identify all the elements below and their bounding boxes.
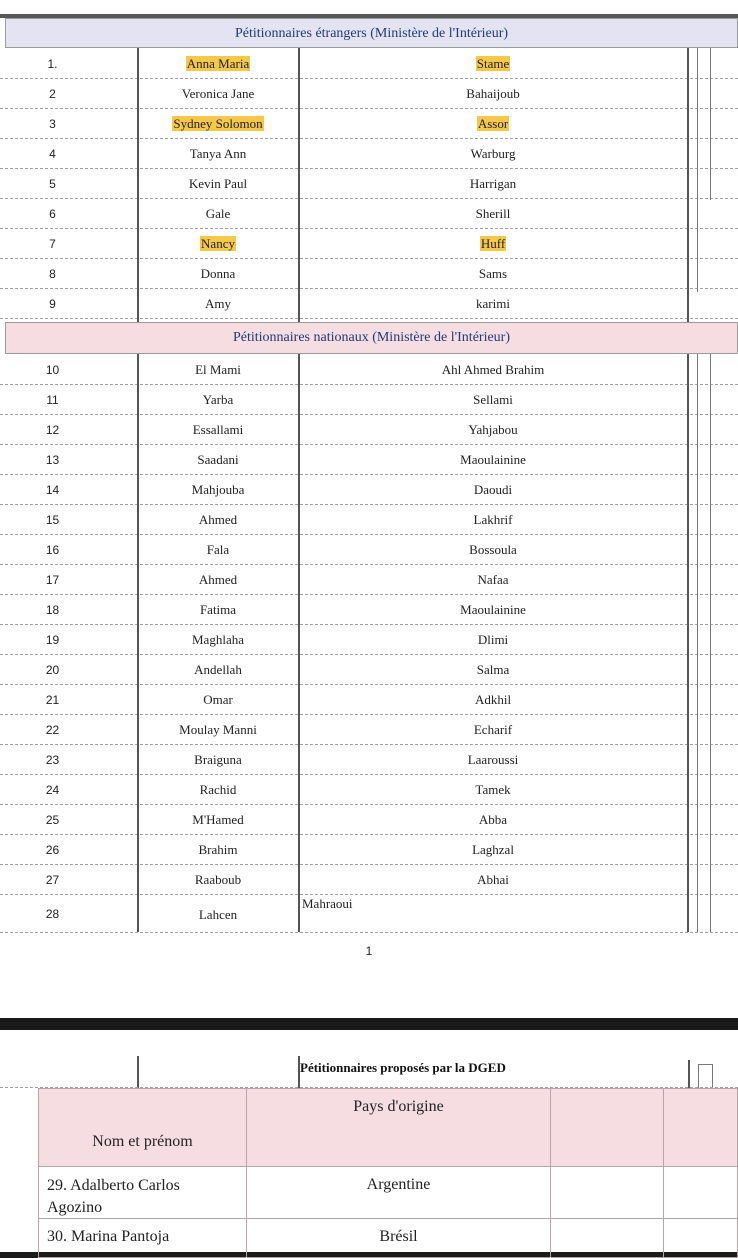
table-row-name	[38, 1218, 247, 1258]
row-number: 14	[45, 483, 60, 497]
first-name-cell	[139, 422, 297, 438]
first-name-text: Donna	[200, 266, 236, 281]
column-divider	[710, 48, 711, 200]
first-name-cell	[139, 116, 297, 132]
last-name-text: Warburg	[470, 146, 516, 161]
column-divider	[687, 48, 689, 322]
first-name-text: Raaboub	[194, 872, 242, 887]
last-name-text: Sams	[478, 266, 508, 281]
first-name-text: Tanya Ann	[189, 146, 247, 161]
national-section-header: Pétitionnaires nationaux (Ministère de l'Intérieur)	[5, 322, 738, 354]
first-name-cell	[139, 452, 297, 468]
table-row-name	[38, 1166, 247, 1219]
first-name-text: Maghlaha	[192, 632, 244, 647]
column-divider	[137, 48, 139, 322]
column-divider	[698, 1064, 699, 1088]
table-row	[0, 775, 738, 805]
last-name-text: Tamek	[475, 782, 511, 797]
first-name-text: Mahjouba	[191, 482, 245, 497]
table-row	[0, 475, 738, 505]
row-number: 20	[45, 663, 60, 677]
last-name-text: Echarif	[473, 722, 513, 737]
column-divider	[712, 1064, 713, 1088]
first-name-cell	[139, 482, 297, 498]
last-name-cell	[300, 116, 686, 132]
first-name-cell	[139, 752, 297, 768]
first-name-text: M'Hamed	[192, 812, 244, 827]
table-row	[0, 415, 738, 445]
last-name-cell	[300, 542, 686, 558]
row-number: 28	[45, 907, 60, 921]
first-name-cell	[139, 236, 297, 252]
column-divider	[697, 354, 698, 932]
first-name-cell	[139, 872, 297, 888]
row-number: 16	[45, 543, 60, 557]
first-name-text: Brahim	[198, 842, 238, 857]
row-number: 23	[45, 753, 60, 767]
last-name-cell	[300, 572, 686, 588]
first-name-cell	[139, 296, 297, 312]
last-name-text: Stame	[476, 56, 510, 71]
row-number: 18	[45, 603, 60, 617]
table-row	[0, 49, 738, 79]
first-name-text: El Mami	[195, 362, 241, 377]
last-name-cell	[300, 602, 686, 618]
row-number: 9	[49, 297, 56, 311]
row-number: 2	[49, 87, 56, 101]
first-name-cell	[139, 206, 297, 222]
first-name-text: Kevin Paul	[188, 176, 248, 191]
first-name-text: Fatima	[199, 602, 237, 617]
row-number: 3	[49, 117, 56, 131]
header-name-label: Nom et prénom	[92, 1133, 193, 1150]
table-row	[0, 835, 738, 865]
last-name-cell	[300, 296, 686, 312]
header-cell-empty	[663, 1088, 738, 1167]
row-number: 19	[45, 633, 60, 647]
row-number: 13	[45, 453, 60, 467]
last-name-cell	[300, 692, 686, 708]
row-number: 25	[45, 813, 60, 827]
first-name-text: Anna Maria	[186, 56, 250, 71]
table-row	[0, 565, 738, 595]
table-cell-empty	[663, 1166, 738, 1219]
table-row	[0, 505, 738, 535]
last-name-text: Nafaa	[477, 572, 509, 587]
first-name-cell	[139, 146, 297, 162]
row-number: 24	[45, 783, 60, 797]
last-name-text: Dlimi	[477, 632, 509, 647]
table-row	[0, 109, 738, 139]
last-name-text: Abba	[478, 812, 508, 827]
last-name-text: Assor	[477, 116, 509, 131]
first-name-cell	[139, 512, 297, 528]
first-name-cell	[139, 782, 297, 798]
dged-section-header: Pétitionnaires proposés par la DGED	[300, 1060, 506, 1075]
first-name-cell	[139, 392, 297, 408]
first-name-cell	[139, 56, 297, 72]
first-name-text: Ahmed	[198, 572, 238, 587]
table-row	[0, 625, 738, 655]
first-name-text: Veronica Jane	[181, 86, 255, 101]
column-divider	[697, 48, 698, 292]
first-name-cell	[139, 812, 297, 828]
first-name-cell	[139, 692, 297, 708]
last-name-text: Maoulainine	[460, 602, 526, 617]
foreign-section-header: Pétitionnaires étrangers (Ministère de l'Intérieur)	[5, 18, 738, 48]
last-name-cell	[300, 872, 686, 888]
last-name-cell	[300, 662, 686, 678]
last-name-cell	[300, 86, 686, 102]
last-name-cell	[300, 812, 686, 828]
first-name-text: Rachid	[199, 782, 237, 797]
column-divider	[137, 1056, 139, 1088]
first-name-text: Andellah	[194, 662, 242, 677]
column-divider	[687, 354, 689, 932]
last-name-text: Abhai	[477, 872, 509, 887]
first-name-text: Saadani	[197, 452, 239, 467]
first-name-cell	[139, 602, 297, 618]
dged-petitioners-table	[38, 1088, 738, 1252]
last-name-text: Huff	[480, 236, 506, 251]
last-name-text: Daoudi	[473, 482, 513, 497]
first-name-text: Moulay Manni	[179, 722, 257, 737]
last-name-cell	[300, 632, 686, 648]
page-number: 1	[365, 944, 373, 958]
last-name-cell	[300, 782, 686, 798]
first-name-cell	[139, 842, 297, 858]
table-row	[0, 445, 738, 475]
last-name-text: Sellami	[473, 392, 513, 407]
last-name-text: Mahraoui	[302, 896, 353, 911]
first-name-cell	[139, 362, 297, 378]
last-name-cell	[302, 896, 353, 912]
table-row	[0, 745, 738, 775]
column-divider	[688, 1060, 690, 1088]
first-name-text: Amy	[205, 296, 231, 311]
first-name-cell	[139, 907, 297, 923]
row-country: Brésil	[379, 1228, 418, 1245]
last-name-text: Yahjabou	[468, 422, 518, 437]
last-name-cell	[300, 362, 686, 378]
table-cell-empty	[663, 1218, 738, 1258]
first-name-text: Fala	[206, 542, 230, 557]
last-name-cell	[300, 842, 686, 858]
last-name-text: Harrigan	[469, 176, 517, 191]
column-divider	[298, 48, 300, 322]
first-name-text: Gale	[205, 206, 231, 221]
table-row	[0, 199, 738, 229]
first-name-text: Essallami	[192, 422, 244, 437]
first-name-cell	[139, 572, 297, 588]
row-number: 11	[46, 393, 59, 407]
last-name-text: Bahaijoub	[466, 86, 520, 101]
table-row	[0, 385, 738, 415]
row-number: 22	[45, 723, 60, 737]
row-name: 30. Marina Pantoja	[47, 1228, 170, 1245]
table-row-country	[246, 1166, 551, 1219]
last-name-text: Laaroussi	[467, 752, 519, 767]
row-number: 27	[45, 873, 60, 887]
column-divider	[137, 354, 139, 932]
table-rule	[698, 1064, 712, 1065]
table-row-country	[246, 1218, 551, 1258]
first-name-cell	[139, 722, 297, 738]
column-divider	[298, 354, 300, 932]
table-row	[0, 289, 738, 319]
last-name-text: Maoulainine	[460, 452, 526, 467]
first-name-cell	[139, 266, 297, 282]
row-country: Argentine	[366, 1176, 431, 1193]
table-row	[0, 805, 738, 835]
last-name-cell	[300, 146, 686, 162]
table-row	[0, 259, 738, 289]
first-name-text: Braiguna	[194, 752, 242, 767]
last-name-cell	[300, 236, 686, 252]
header-cell-country	[246, 1088, 551, 1167]
first-name-text: Yarba	[202, 392, 234, 407]
first-name-cell	[139, 86, 297, 102]
first-name-text: Ahmed	[198, 512, 238, 527]
column-divider	[710, 354, 711, 932]
last-name-cell	[300, 512, 686, 528]
last-name-text: Lakhrif	[473, 512, 513, 527]
table-row	[0, 685, 738, 715]
table-row	[0, 655, 738, 685]
last-name-text: Adkhil	[474, 692, 512, 707]
row-number: 6	[49, 207, 56, 221]
table-row	[0, 229, 738, 259]
first-name-text: Nancy	[201, 236, 235, 251]
table-row	[0, 715, 738, 745]
header-country-label: Pays d'origine	[353, 1098, 444, 1115]
row-number: 10	[45, 363, 60, 377]
table-row	[0, 595, 738, 625]
first-name-cell	[139, 542, 297, 558]
row-number: 1.	[47, 57, 58, 71]
header-cell-name	[38, 1088, 247, 1167]
first-name-text: Omar	[203, 692, 233, 707]
first-name-cell	[139, 632, 297, 648]
table-row	[0, 865, 738, 895]
row-separator	[0, 318, 738, 319]
header-cell-empty	[550, 1088, 664, 1167]
row-number: 17	[45, 573, 60, 587]
last-name-cell	[300, 722, 686, 738]
first-name-text: Sydney Solomon	[173, 116, 263, 131]
row-number: 4	[49, 147, 56, 161]
last-name-text: Sherill	[475, 206, 511, 221]
row-number: 5	[49, 177, 56, 191]
last-name-cell	[300, 392, 686, 408]
table-row	[0, 895, 738, 933]
first-name-text: Lahcen	[198, 907, 238, 922]
table-cell-empty	[550, 1166, 664, 1219]
row-number: 21	[45, 693, 60, 707]
last-name-text: Ahl Ahmed Brahim	[441, 362, 545, 377]
row-number: 15	[45, 513, 60, 527]
first-name-cell	[139, 662, 297, 678]
last-name-text: karimi	[476, 296, 510, 311]
table-cell-empty	[550, 1218, 664, 1258]
last-name-cell	[300, 206, 686, 222]
row-name: 29. Adalberto Carlos Agozino	[47, 1177, 180, 1216]
last-name-text: Bossoula	[469, 542, 517, 557]
first-name-cell	[139, 176, 297, 192]
last-name-cell	[300, 452, 686, 468]
row-number: 12	[45, 423, 60, 437]
row-number: 7	[49, 237, 56, 251]
table-row	[0, 535, 738, 565]
row-number: 26	[45, 843, 60, 857]
table-row	[0, 139, 738, 169]
table-row	[0, 355, 738, 385]
last-name-cell	[300, 176, 686, 192]
table-row	[0, 169, 738, 199]
row-number: 8	[49, 267, 56, 281]
table-row	[0, 79, 738, 109]
row-separator	[0, 932, 738, 933]
last-name-cell	[300, 482, 686, 498]
last-name-text: Laghzal	[472, 842, 514, 857]
last-name-cell	[300, 56, 686, 72]
last-name-text: Salma	[476, 662, 510, 677]
last-name-cell	[300, 422, 686, 438]
last-name-cell	[300, 752, 686, 768]
last-name-cell	[300, 266, 686, 282]
